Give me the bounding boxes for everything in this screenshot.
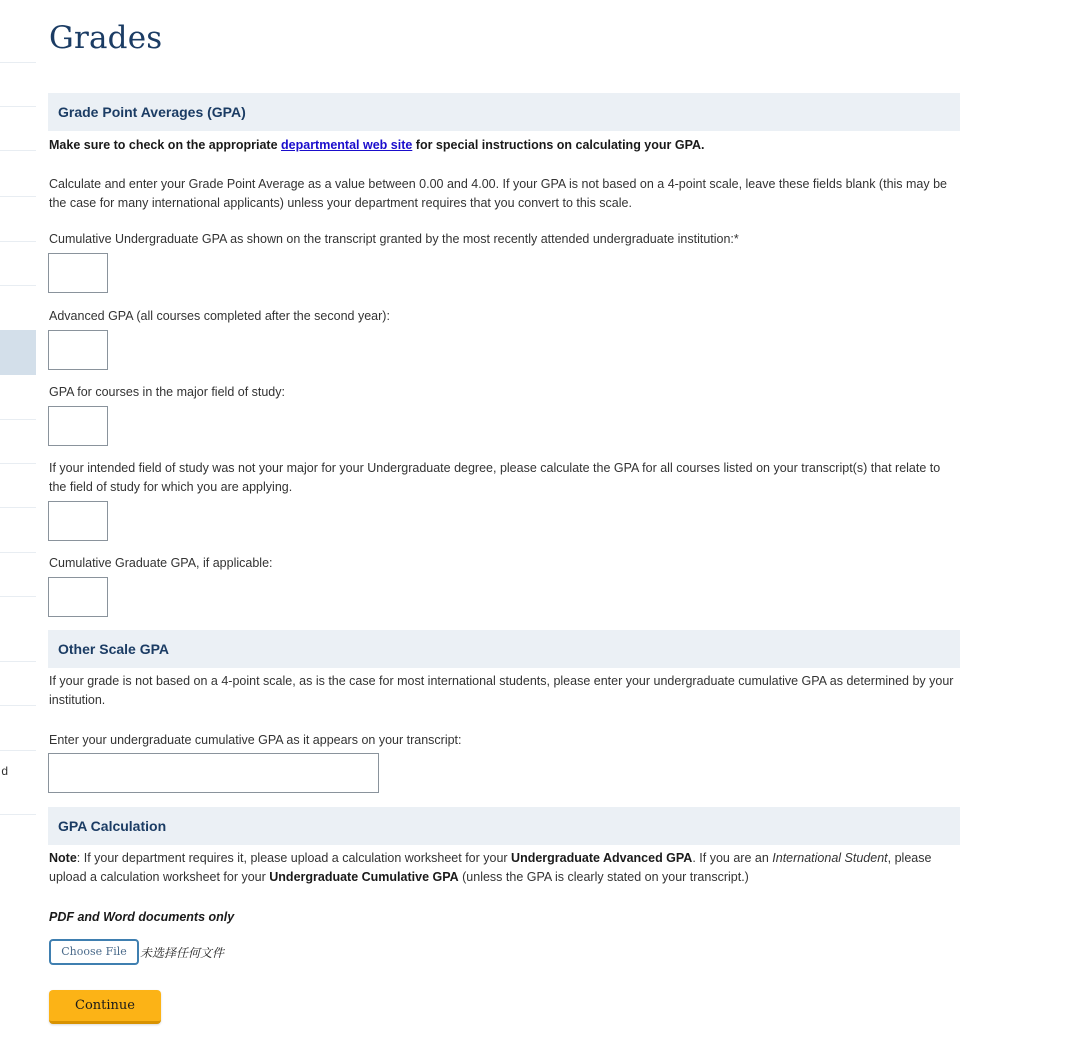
sidebar-item-label-fragment[interactable]: d (1, 764, 8, 778)
sidebar-divider (0, 596, 36, 597)
sidebar-divider (0, 62, 36, 63)
gpa-notice-suffix: for special instructions on calculating your GPA. (412, 138, 705, 152)
sidebar-divider (0, 750, 36, 751)
sidebar-divider (0, 705, 36, 706)
cumulative-graduate-gpa-input[interactable] (48, 577, 108, 617)
intended-field-gpa-label: If your intended field of study was not your major for your Undergraduate degree, please calculate the GPA for all courses listed on your transcript(s) that relate to the field of study for which you are applying. (49, 461, 941, 494)
sidebar-divider (0, 814, 36, 815)
cumulative-undergrad-gpa-label: Cumulative Undergraduate GPA as shown on the transcript granted by the most recently attended undergraduate institution:* (49, 232, 739, 246)
sidebar-divider (0, 150, 36, 151)
major-field-gpa-input[interactable] (48, 406, 108, 446)
no-file-chosen-text: 未选择任何文件 (140, 945, 225, 960)
sidebar-divider (0, 552, 36, 553)
section-header-other-scale: Other Scale GPA (48, 630, 960, 668)
sidebar-divider (0, 463, 36, 464)
major-field-gpa-label: GPA for courses in the major field of study: (49, 385, 285, 399)
section-header-gpa-calculation: GPA Calculation (48, 807, 960, 845)
cumulative-graduate-gpa-label: Cumulative Graduate GPA, if applicable: (49, 556, 273, 570)
intended-field-gpa-input[interactable] (48, 501, 108, 541)
other-scale-intro: If your grade is not based on a 4-point scale, as is the case for most international students, please enter your undergraduate cumulative GPA as determined by your institution. (49, 674, 954, 707)
advanced-gpa-label: Advanced GPA (all courses completed after the second year): (49, 309, 390, 323)
note-label: Note (49, 851, 77, 865)
note-text: (unless the GPA is clearly stated on your transcript.) (458, 870, 749, 884)
sidebar-divider (0, 419, 36, 420)
other-scale-gpa-label: Enter your undergraduate cumulative GPA as it appears on your transcript: (49, 733, 462, 747)
sidebar-divider (0, 241, 36, 242)
choose-file-button[interactable]: Choose File (49, 939, 139, 965)
sidebar-divider (0, 661, 36, 662)
gpa-notice (49, 136, 954, 155)
calculation-note (49, 849, 954, 887)
sidebar-divider (0, 507, 36, 508)
gpa-intro: Calculate and enter your Grade Point Average as a value between 0.00 and 4.00. If your GPA is not based on a 4-point scale, leave these fields blank (this may be the case for many international applicants) unless your department requires that you convert to this scale. (49, 177, 948, 210)
note-bold-advanced: Undergraduate Advanced GPA (511, 851, 693, 865)
sidebar-divider (0, 196, 36, 197)
note-text: , please upload a calculation worksheet for your (49, 851, 932, 884)
other-scale-gpa-input[interactable] (48, 753, 379, 793)
file-restriction-note: PDF and Word documents only (49, 910, 235, 924)
page-title: Grades (49, 20, 163, 56)
file-upload (49, 939, 224, 965)
continue-button[interactable]: Continue (49, 990, 161, 1024)
advanced-gpa-input[interactable] (48, 330, 108, 370)
note-text: . If you are an (692, 851, 773, 865)
section-header-gpa: Grade Point Averages (GPA) (48, 93, 960, 131)
note-italic-international: International Student (772, 851, 888, 865)
gpa-notice-prefix: Make sure to check on the appropriate (49, 138, 282, 152)
sidebar-nav (0, 0, 36, 1038)
departmental-website-link[interactable]: departmental web site (281, 138, 413, 152)
note-bold-cumulative: Undergraduate Cumulative GPA (269, 870, 459, 884)
cumulative-undergrad-gpa-input[interactable] (48, 253, 108, 293)
note-text: : If your department requires it, please upload a calculation worksheet for your (76, 851, 512, 865)
sidebar-divider (0, 285, 36, 286)
sidebar-divider (0, 106, 36, 107)
sidebar-item-active[interactable] (0, 330, 36, 375)
